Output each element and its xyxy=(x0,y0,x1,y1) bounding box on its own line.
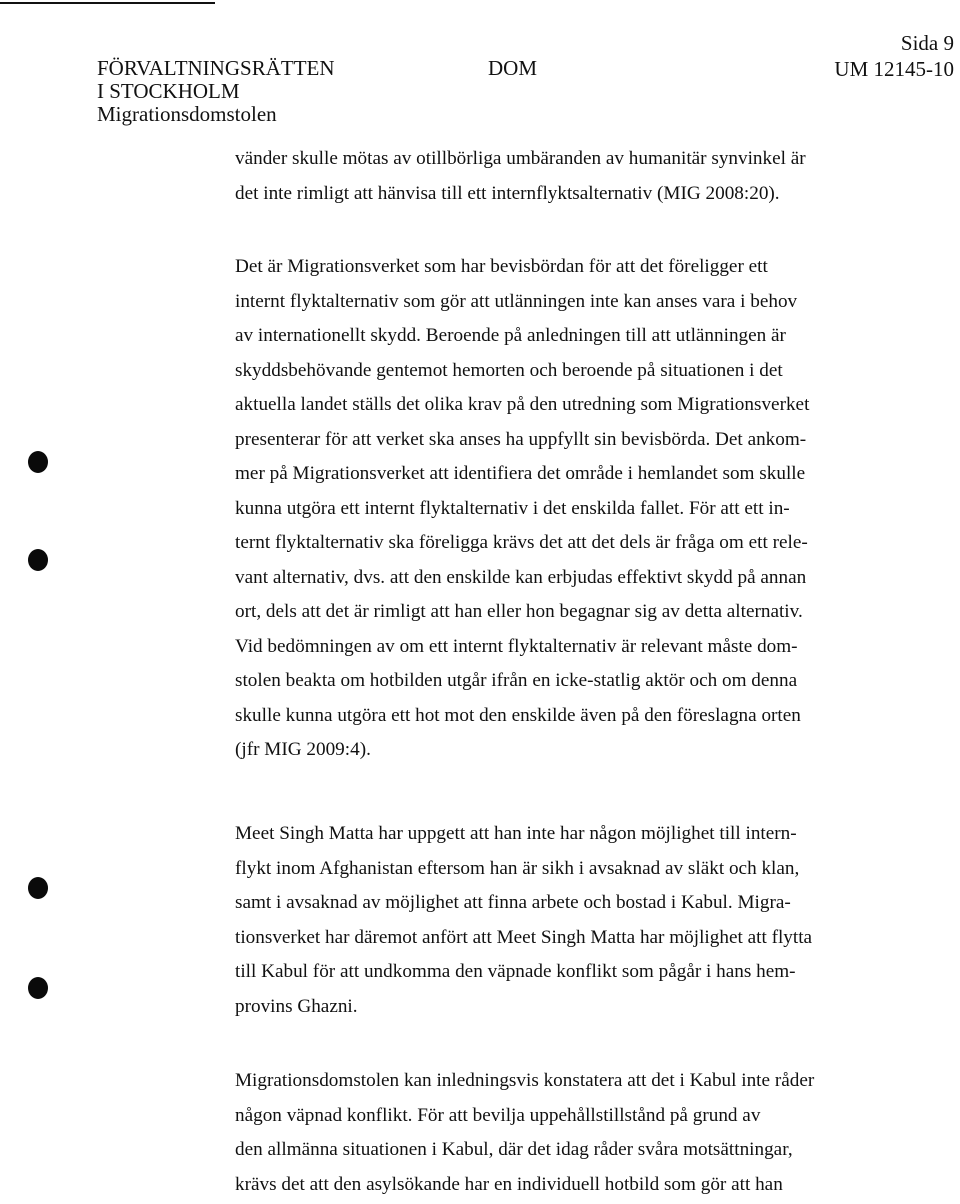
paragraph-2 xyxy=(235,250,809,768)
text-line: provins Ghazni. xyxy=(235,995,358,1017)
text-line: vant alternativ, dvs. att den enskilde kan erbjudas effektivt skydd på annan xyxy=(235,566,807,588)
text-line: skyddsbehövande gentemot hemorten och beroende på situationen i det xyxy=(235,359,783,381)
punch-hole-icon xyxy=(28,549,48,571)
text-line: vänder skulle mötas av otillbörliga umbäranden av humanitär synvinkel är xyxy=(235,148,806,169)
text-line: till Kabul för att undkomma den väpnade konflikt som pågår i hans hem- xyxy=(235,961,796,982)
punch-hole-icon xyxy=(28,877,48,899)
paragraph-3 xyxy=(235,817,812,1024)
text-line: Migrationsdomstolen kan inledningsvis konstatera att det i Kabul inte råder xyxy=(235,1070,815,1091)
text-line: Vid bedömningen av om ett internt flyktalternativ är relevant måste dom- xyxy=(235,635,798,657)
paragraph-4 xyxy=(235,1064,814,1202)
court-division: Migrationsdomstolen xyxy=(97,102,277,126)
text-line: mer på Migrationsverket att identifiera det område i hemlandet som skulle xyxy=(235,463,806,484)
text-line: stolen beakta om hotbilden utgår ifrån en icke-statlig aktör och om denna xyxy=(235,670,798,691)
court-city: I STOCKHOLM xyxy=(97,79,240,103)
text-line: Meet Singh Matta har uppgett att han inte har någon möjlighet till intern- xyxy=(235,823,797,844)
text-line: presenterar för att verket ska anses ha uppfyllt sin bevisbörda. Det ankom- xyxy=(235,428,807,450)
text-line: tionsverket har däremot anfört att Meet Singh Matta har möjlighet att flytta xyxy=(235,926,813,948)
text-line: ternt flyktalternativ ska föreligga krävs det att det dels är fråga om ett rele- xyxy=(235,532,808,553)
text-line: den allmänna situationen i Kabul, där det idag råder svåra motsättningar, xyxy=(235,1139,793,1160)
document-type: DOM xyxy=(488,56,538,80)
text-line: krävs det att den asylsökande har en individuell hotbild som gör att han xyxy=(235,1173,783,1195)
court-header xyxy=(97,57,335,126)
court-name: FÖRVALTNINGSRÄTTEN xyxy=(97,56,335,80)
top-rule xyxy=(0,2,215,4)
text-line: det inte rimligt att hänvisa till ett internflyktsalternativ (MIG 2008:20). xyxy=(235,182,780,204)
text-line: aktuella landet ställs det olika krav på den utredning som Migrationsverket xyxy=(235,394,810,415)
case-number: UM 12145-10 xyxy=(834,57,954,81)
punch-hole-icon xyxy=(28,977,48,999)
text-line: ort, dels att det är rimligt att han eller hon begagnar sig av detta alternativ. xyxy=(235,601,803,622)
page-reference xyxy=(834,30,954,82)
page-number: Sida 9 xyxy=(900,31,954,55)
text-line: kunna utgöra ett internt flyktalternativ i det enskilda fallet. För att ett in- xyxy=(235,497,790,519)
text-line: av internationellt skydd. Beroende på anledningen till att utlänningen är xyxy=(235,325,786,346)
text-line: samt i avsaknad av möjlighet att finna arbete och bostad i Kabul. Migra- xyxy=(235,892,791,913)
text-line: Det är Migrationsverket som har bevisbördan för att det föreligger ett xyxy=(235,256,768,277)
text-line: någon väpnad konflikt. För att bevilja uppehållstillstånd på grund av xyxy=(235,1104,761,1126)
text-line: (jfr MIG 2009:4). xyxy=(235,739,371,760)
paragraph-1 xyxy=(235,142,806,211)
text-line: skulle kunna utgöra ett hot mot den enskilde även på den föreslagna orten xyxy=(235,704,801,726)
text-line: internt flyktalternativ som gör att utlänningen inte kan anses vara i behov xyxy=(235,290,798,312)
text-line: flykt inom Afghanistan eftersom han är sikh i avsaknad av släkt och klan, xyxy=(235,857,800,879)
punch-hole-icon xyxy=(28,451,48,473)
